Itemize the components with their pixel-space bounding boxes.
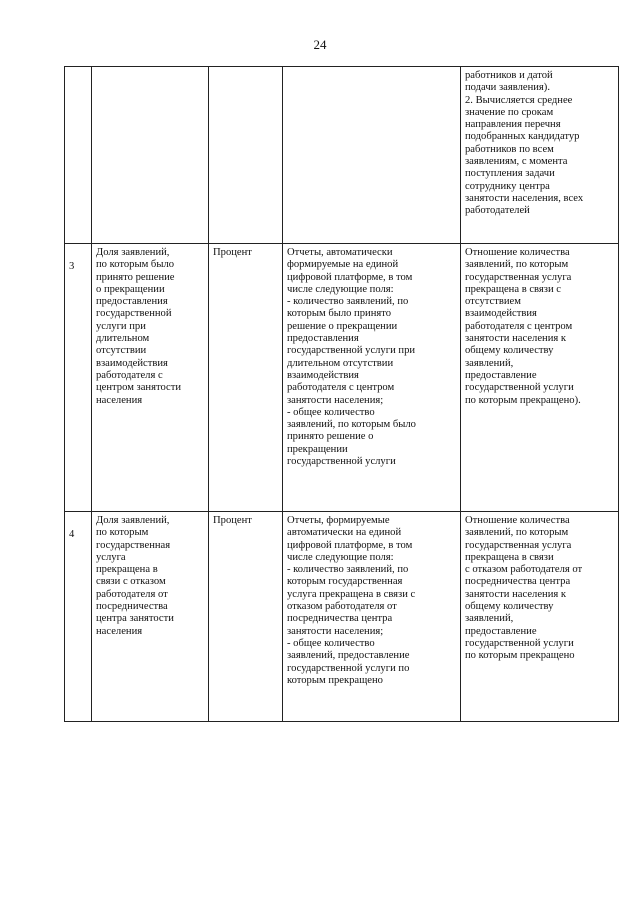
text-line: принято решение о bbox=[287, 431, 374, 443]
text-line: о прекращении bbox=[96, 283, 165, 295]
text-line: - общее количество bbox=[287, 637, 375, 649]
cell-indicator-name bbox=[92, 67, 209, 244]
text-line: центра занятости bbox=[96, 613, 174, 625]
text-line: населения bbox=[96, 625, 143, 637]
text-line: общему количеству bbox=[465, 601, 554, 613]
text-line: которым прекращено bbox=[287, 674, 383, 686]
text-line: работодателей bbox=[465, 205, 530, 217]
text-line: по которым bbox=[96, 527, 149, 539]
text-line: занятости населения к bbox=[465, 588, 567, 600]
text-line: государственной услуги по bbox=[287, 662, 410, 674]
text-line: принято решение bbox=[96, 271, 175, 283]
text-line: государственная bbox=[96, 539, 171, 551]
text-line: - количество заявлений, по bbox=[287, 296, 409, 308]
text-line: которым было принято bbox=[287, 308, 392, 320]
text-line: услуги при bbox=[96, 320, 146, 332]
text-line: государственной bbox=[96, 308, 172, 320]
text-line: предоставление bbox=[465, 625, 537, 637]
text-line: по которым прекращено). bbox=[465, 394, 581, 406]
text-line: заявлений, предоставление bbox=[287, 650, 410, 662]
text-line: отсутствием bbox=[465, 296, 521, 308]
text-line: занятости населения к bbox=[465, 333, 567, 345]
text-line: заявлениям, с момента bbox=[465, 156, 568, 168]
cell-data-source bbox=[283, 244, 461, 512]
text-line: государственной услуги bbox=[287, 456, 396, 468]
text-line: значение по срокам bbox=[465, 106, 554, 118]
text-line: работодателя с центром bbox=[287, 382, 395, 394]
text-line: заявлений, по которым bbox=[465, 259, 569, 271]
text-line: посредничества центра bbox=[465, 576, 571, 588]
text-line: связи с отказом bbox=[96, 576, 166, 588]
text-line: работодателя от bbox=[96, 588, 168, 600]
text-line: работодателя с bbox=[96, 369, 163, 381]
cell-calculation-method bbox=[461, 67, 619, 244]
text-line: Отношение количества bbox=[465, 247, 570, 258]
text-line: заявлений, bbox=[465, 357, 514, 369]
text-line: услуга прекращена в связи с bbox=[287, 588, 416, 600]
cell-unit bbox=[209, 67, 283, 244]
text-line: посредничества центра bbox=[287, 613, 393, 625]
text-line: населения bbox=[96, 394, 143, 406]
text-line: по которым прекращено bbox=[465, 650, 575, 662]
text-line: занятости населения; bbox=[287, 394, 384, 406]
text-line: длительном bbox=[96, 333, 150, 345]
text-line: отказом работодателя от bbox=[287, 601, 397, 613]
cell-data-source bbox=[283, 512, 461, 722]
text-line: поступления задачи bbox=[465, 168, 555, 180]
text-line: взаимодействия bbox=[287, 369, 359, 381]
text-line: цифровой платформе, в том bbox=[287, 271, 413, 283]
text-line: решение о прекращении bbox=[287, 320, 398, 332]
text-line: Отношение количества bbox=[465, 515, 570, 526]
text-line: заявлений, bbox=[465, 613, 514, 625]
table-row-3 bbox=[65, 244, 619, 512]
text-line: государственной услуги bbox=[465, 382, 574, 394]
text-line: цифровой платформе, в том bbox=[287, 539, 413, 551]
text-line: отсутствии bbox=[96, 345, 147, 357]
text-line: посредничества bbox=[96, 601, 168, 613]
text-line: государственная услуга bbox=[465, 271, 572, 283]
text-line: с отказом работодателя от bbox=[465, 564, 583, 576]
cell-calculation-method bbox=[461, 244, 619, 512]
table-row-continuation bbox=[65, 67, 619, 244]
text-line: прекращении bbox=[287, 443, 348, 455]
text-line: центром занятости bbox=[96, 382, 182, 394]
cell-calculation-method bbox=[461, 512, 619, 722]
cell-indicator-name bbox=[92, 244, 209, 512]
cell-unit: Процент bbox=[209, 512, 283, 722]
text-line: Доля заявлений, bbox=[96, 247, 170, 258]
text-line: по которым было bbox=[96, 259, 175, 271]
text-line: предоставления bbox=[287, 333, 359, 345]
text-line: прекращена в bbox=[96, 564, 158, 576]
text-line: работодателя с центром bbox=[465, 320, 573, 332]
text-line: заявлений, по которым bbox=[465, 527, 569, 539]
text-line: работников по всем bbox=[465, 143, 554, 155]
text-line: занятости населения, всех bbox=[465, 192, 584, 204]
text-line: услуга bbox=[96, 551, 126, 563]
text-line: Отчеты, формируемые bbox=[287, 515, 390, 526]
text-line: - общее количество bbox=[287, 406, 375, 418]
text-line: длительном отсутствии bbox=[287, 357, 394, 369]
text-line: государственной услуги bbox=[465, 637, 574, 649]
cell-indicator-name bbox=[92, 512, 209, 722]
cell-unit: Процент bbox=[209, 244, 283, 512]
text-line: сотруднику центра bbox=[465, 180, 550, 192]
cell-number: 3 bbox=[65, 244, 92, 512]
text-line: работников и датой bbox=[465, 70, 553, 81]
indicators-table bbox=[64, 66, 619, 722]
text-line: которым государственная bbox=[287, 576, 403, 588]
table-row-4 bbox=[65, 512, 619, 722]
text-line: занятости населения; bbox=[287, 625, 384, 637]
text-line: подачи заявления). bbox=[465, 82, 550, 94]
cell-number: 4 bbox=[65, 512, 92, 722]
text-line: государственная услуга bbox=[465, 539, 572, 551]
text-line: подобранных кандидатур bbox=[465, 131, 580, 143]
text-line: 2. Вычисляется среднее bbox=[465, 94, 573, 106]
text-line: предоставления bbox=[96, 296, 168, 308]
text-line: числе следующие поля: bbox=[287, 283, 394, 295]
text-line: прекращена в связи bbox=[465, 551, 554, 563]
text-line: - количество заявлений, по bbox=[287, 564, 409, 576]
text-line: заявлений, по которым было bbox=[287, 419, 416, 431]
cell-number bbox=[65, 67, 92, 244]
text-line: государственной услуги при bbox=[287, 345, 416, 357]
text-line: направления перечня bbox=[465, 119, 561, 131]
text-line: числе следующие поля: bbox=[287, 551, 394, 563]
text-line: прекращена в связи с bbox=[465, 283, 561, 295]
page-number: 24 bbox=[313, 37, 327, 52]
text-line: предоставление bbox=[465, 369, 537, 381]
text-line: Отчеты, автоматически bbox=[287, 247, 393, 258]
text-line: взаимодействия bbox=[96, 357, 168, 369]
text-line: взаимодействия bbox=[465, 308, 537, 320]
text-line: Доля заявлений, bbox=[96, 515, 170, 526]
text-line: формируемые на единой bbox=[287, 259, 399, 271]
text-line: общему количеству bbox=[465, 345, 554, 357]
text-line: автоматически на единой bbox=[287, 527, 402, 539]
cell-data-source bbox=[283, 67, 461, 244]
